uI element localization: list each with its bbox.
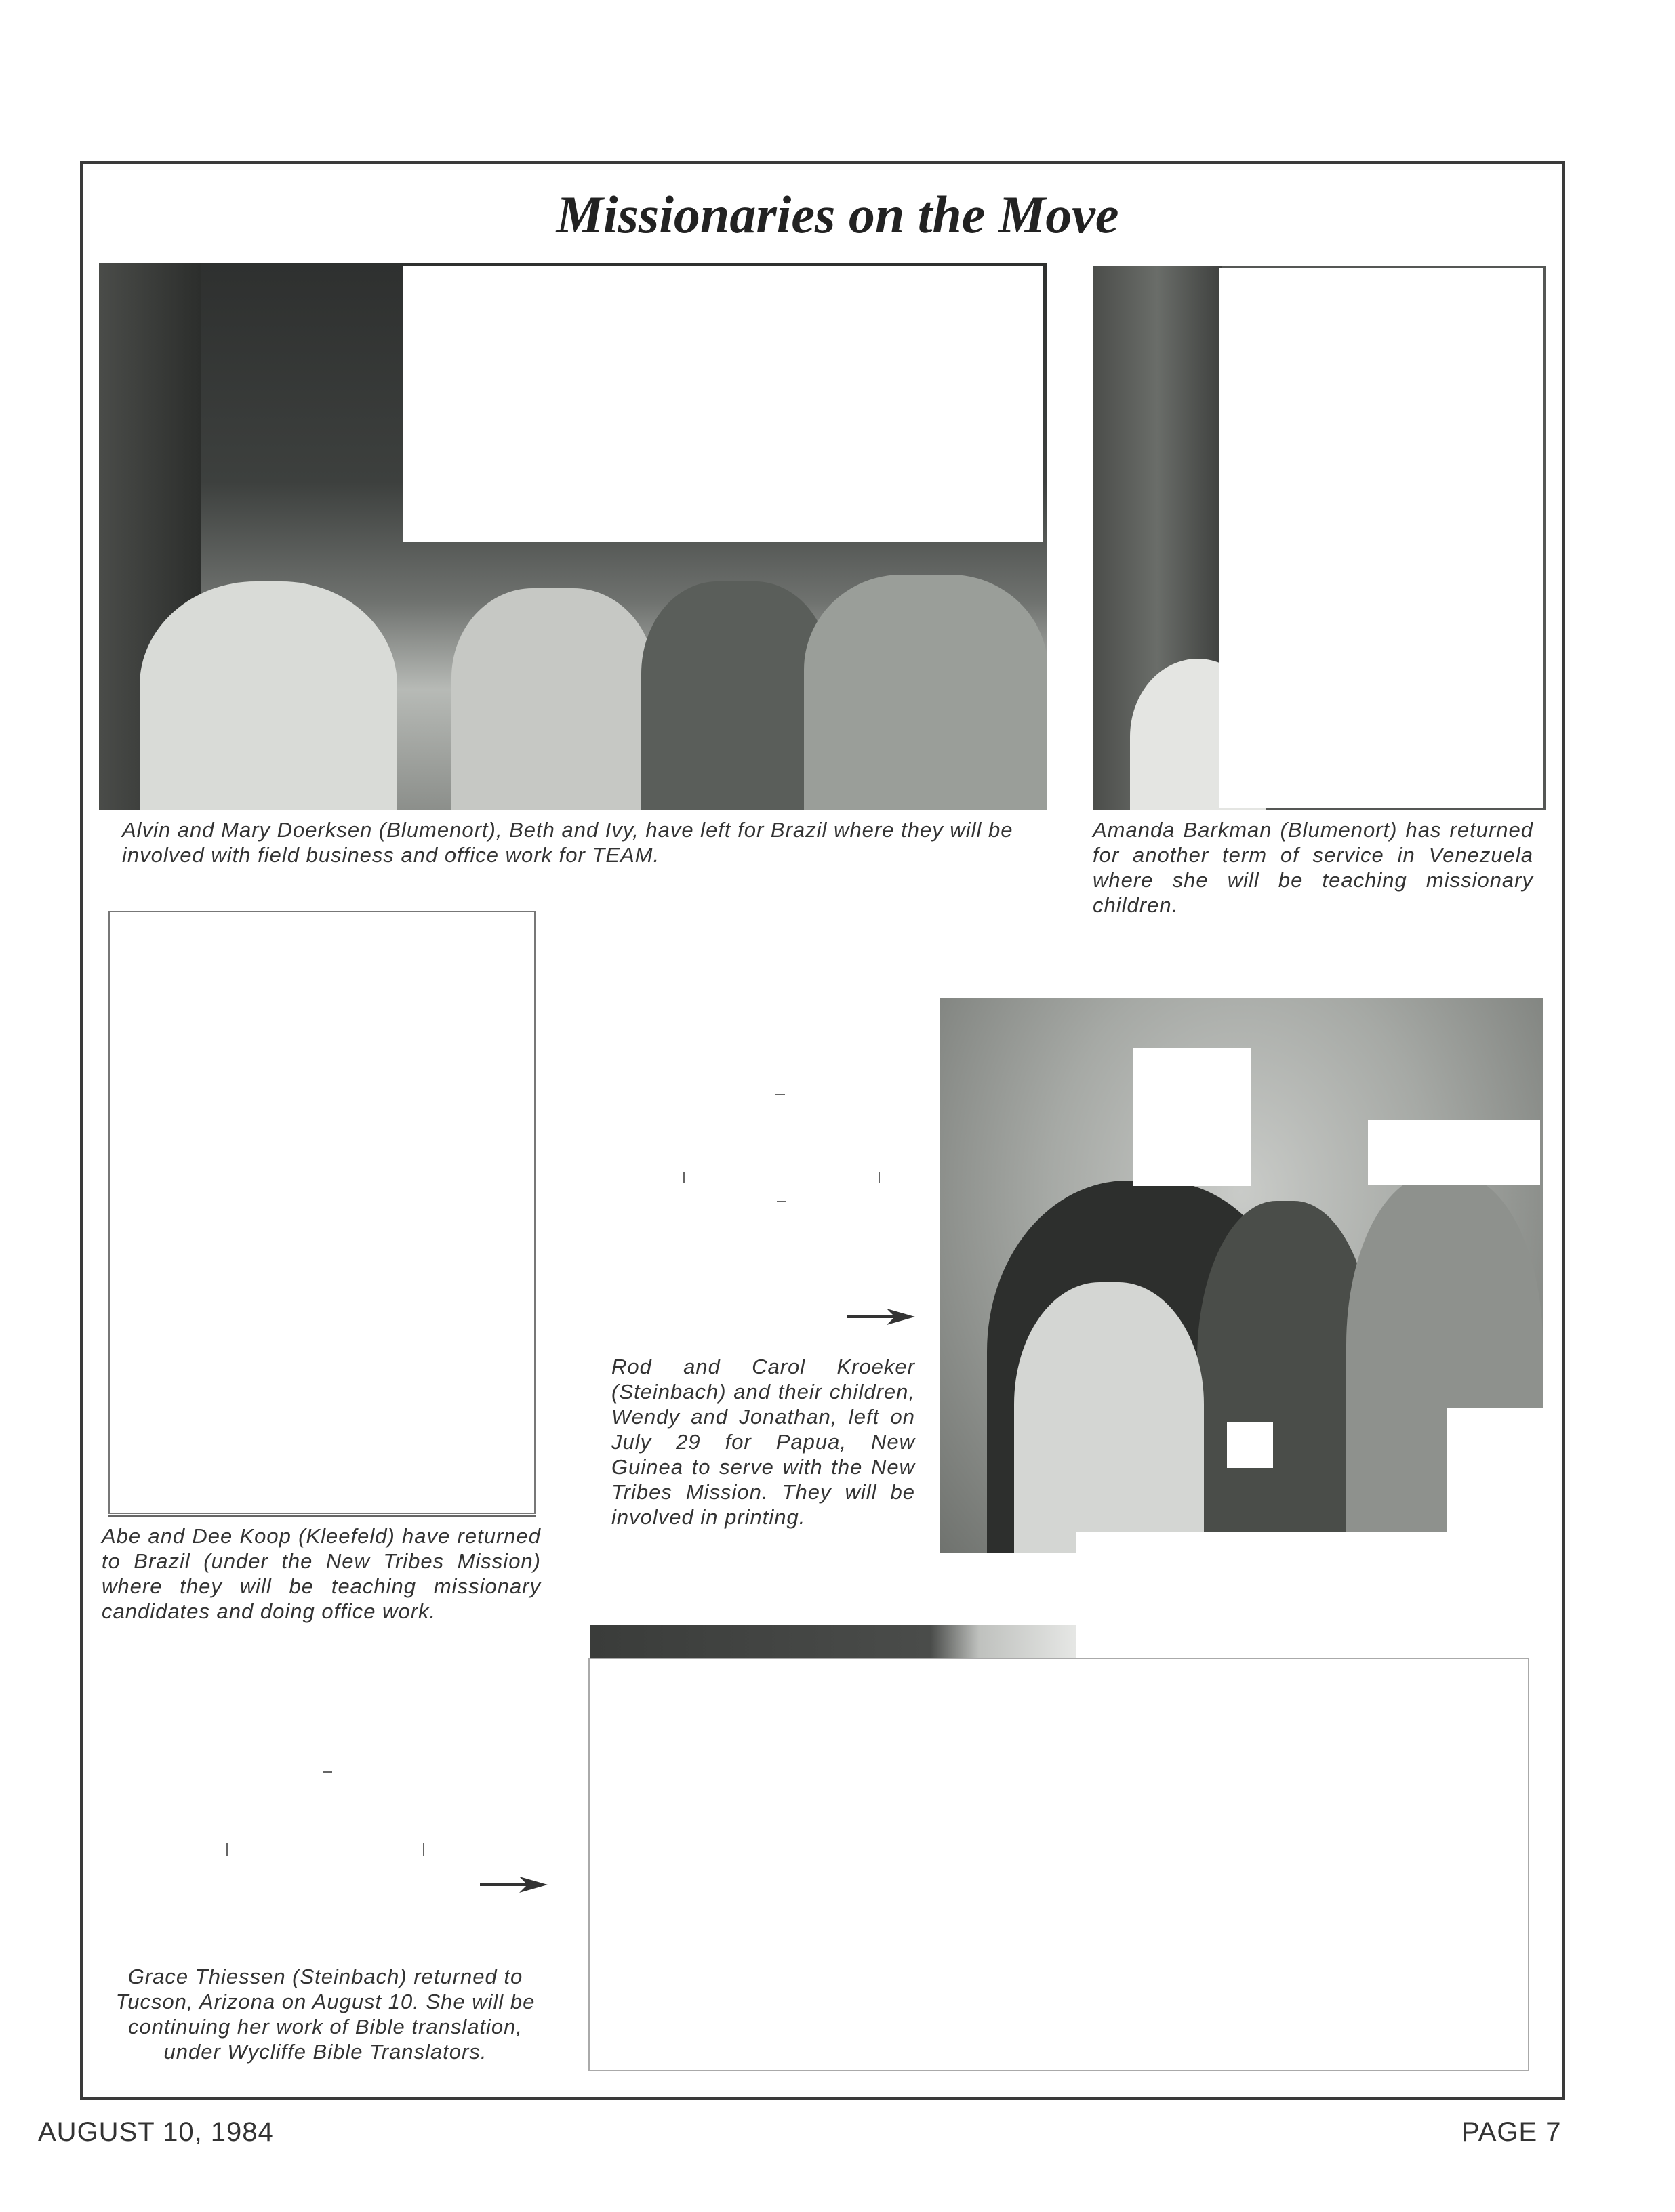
right-arrow-icon [480, 1875, 548, 1895]
scan-mark [423, 1843, 424, 1856]
scan-mark [323, 1771, 332, 1773]
redaction-box [1227, 1422, 1273, 1468]
photo-edge-line [108, 1515, 536, 1517]
scan-mark [226, 1843, 228, 1856]
page-title: Missionaries on the Move [556, 185, 1119, 244]
caption-barkman: Amanda Barkman (Blumenort) has returned for another term of service in Venezuela where she will be teaching missionary children. [1093, 818, 1533, 917]
thiessen-photo [590, 1625, 1076, 1660]
caption-kroeker: Rod and Carol Kroeker (Steinbach) and their children, Wendy and Jonathan, left on July 29 for Papua, New Guinea to serve with the New Tribes Mission. They will be involved in printing. [611, 1355, 915, 1529]
redaction-box [1368, 1120, 1540, 1185]
caption-koop: Abe and Dee Koop (Kleefeld) have returned to Brazil (under the New Tribes Mission) where they will be teaching missionary candidates and doing office work. [102, 1524, 541, 1623]
right-arrow-icon [847, 1307, 915, 1327]
redaction-box [1076, 1532, 1551, 1572]
scan-mark [777, 1201, 786, 1202]
scan-mark [879, 1172, 880, 1183]
footer-page-number: PAGE 7 [1461, 2117, 1562, 2147]
scan-mark [775, 1094, 785, 1095]
redaction-box [1133, 1048, 1251, 1186]
caption-thiessen: Grace Thiessen (Steinbach) returned to Tucson, Arizona on August 10. She will be continuing her work of Bible translation, under Wycliffe Bible Translators. [115, 1965, 536, 2064]
koop-photo-frame [108, 911, 536, 1514]
redaction-box [403, 266, 1043, 542]
footer-date: AUGUST 10, 1984 [38, 2117, 274, 2147]
scan-mark [683, 1172, 685, 1183]
thiessen-photo-frame [588, 1658, 1529, 2071]
redaction-box [1219, 268, 1543, 808]
caption-doerksen: Alvin and Mary Doerksen (Blumenort), Beth and Ivy, have left for Brazil where they will be involved with field business and office work for TEAM. [122, 818, 1013, 867]
